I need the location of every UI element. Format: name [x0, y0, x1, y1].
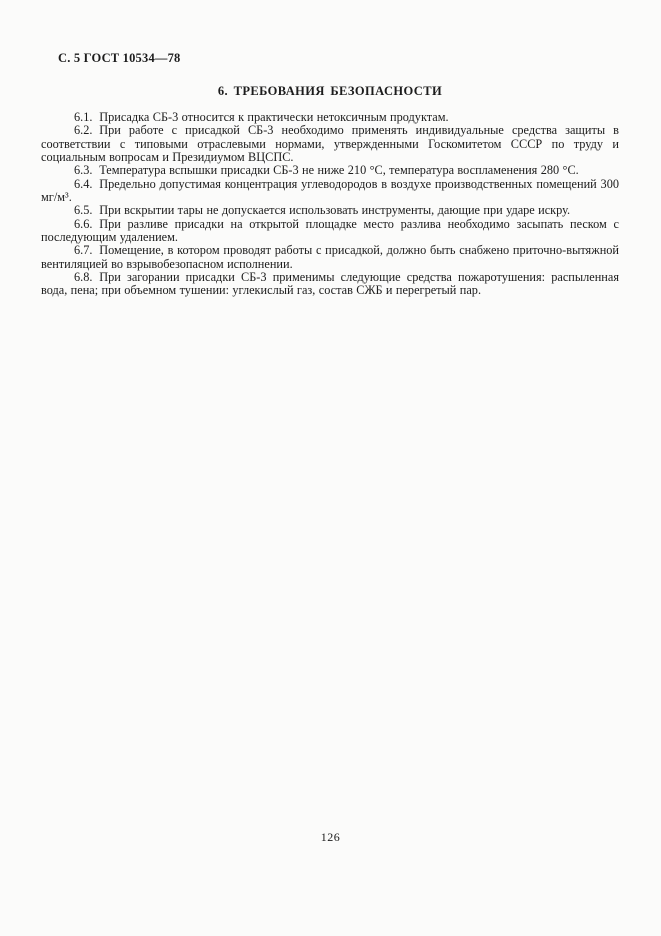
paragraph [41, 178, 619, 205]
paragraph [41, 218, 619, 245]
paragraph-number: 6.8. [74, 270, 93, 285]
page-number: 126 [320, 830, 341, 844]
paragraph-number: 6.1. [74, 110, 93, 124]
paragraph [41, 111, 619, 124]
document-header: С. 5 ГОСТ 10534—78 [58, 51, 181, 65]
paragraph-text: При разливе присадки на открытой площадке место разлива необходимо засыпать песком с последующим удалением. [41, 216, 619, 245]
paragraph-text: Температура вспышки присадки СБ-3 не ниже 210 °С, температура воспламенения 280 °С. [99, 163, 579, 178]
paragraph-number: 6.3. [74, 163, 93, 178]
paragraph [41, 124, 619, 164]
paragraph-text: При загорании присадки СБ-3 применимы следующие средства пожаротушения: распыленная вода, пена; при объемном тушении: углекислый газ, состав СЖБ и перегретый пар. [41, 270, 619, 298]
paragraph [41, 204, 619, 217]
paragraph-number: 6.4. [74, 176, 93, 191]
paragraph-text: При вскрытии тары не допускается использовать инструменты, дающие при ударе искру. [99, 203, 571, 218]
paragraph-list [41, 111, 619, 298]
paragraph-number: 6.6. [74, 216, 93, 231]
paragraph-number: 6.7. [74, 243, 93, 258]
paragraph-text: При работе с присадкой СБ-3 необходимо применять индивидуальные средства защиты в соответствии с типовыми отраслевыми нормами, утвержденными Госкомитетом СССР по труду и социальным вопросам и Президиумом ВЦСПС. [41, 123, 619, 165]
document-content [41, 51, 619, 298]
paragraph-text: Помещение, в котором проводят работы с присадкой, должно быть снабжено приточно-вытяжной вентиляцией во взрывобезопасном исполнении. [41, 243, 619, 271]
paragraph-number: 6.2. [74, 123, 93, 138]
paragraph-text: Предельно допустимая концентрация углеводородов в воздухе производственных помещений 300 мг/м³. [41, 176, 619, 205]
section-title: 6. ТРЕБОВАНИЯ БЕЗОПАСНОСТИ [217, 84, 443, 98]
paragraph [41, 244, 619, 271]
paragraph-text: Присадка СБ-3 относится к практически нетоксичным продуктам. [99, 110, 449, 124]
paragraph [41, 271, 619, 298]
paragraph-number: 6.5. [74, 203, 93, 218]
paragraph [41, 164, 619, 177]
